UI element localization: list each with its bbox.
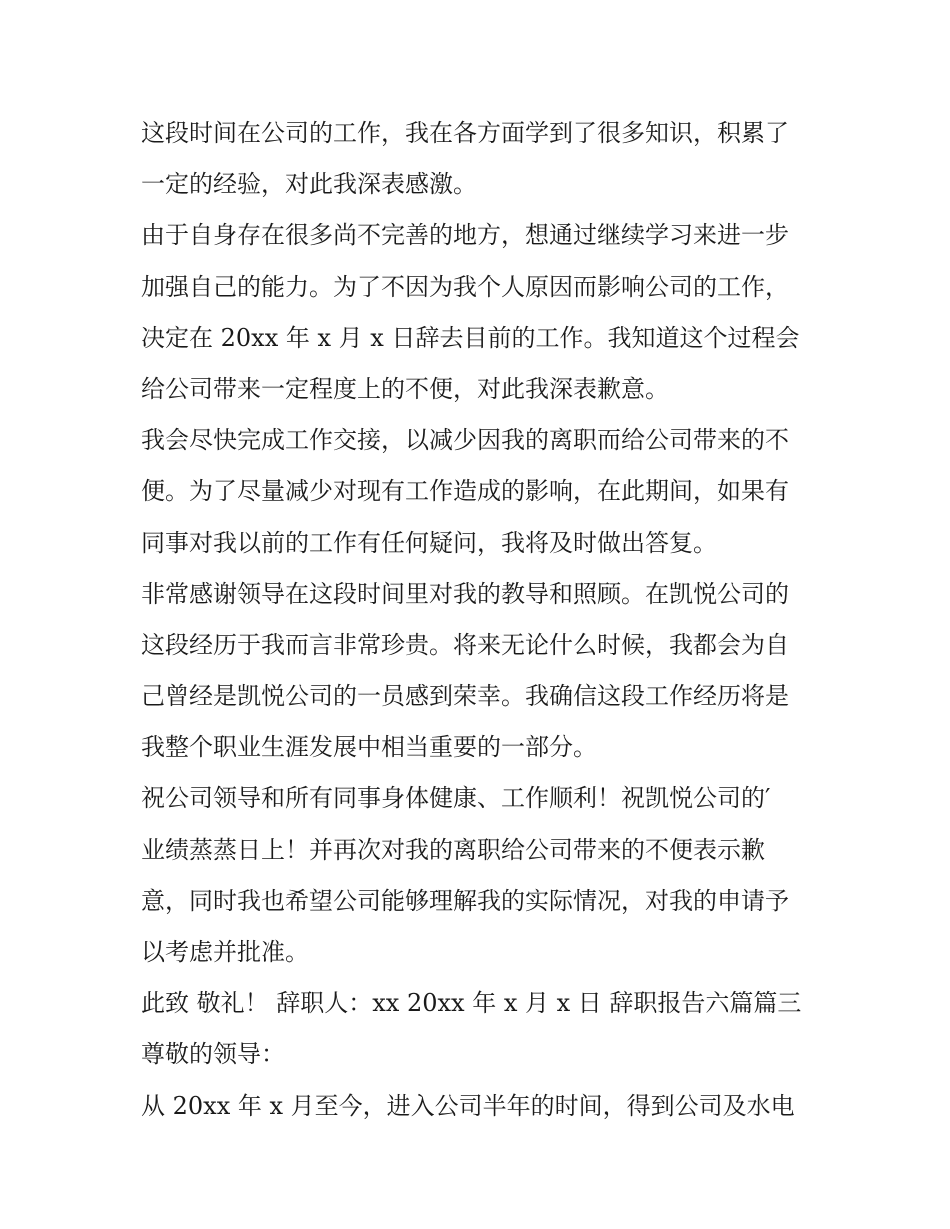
text-line: 决定在 20xx 年 x 月 x 日辞去目前的工作。我知道这个过程会 (141, 323, 800, 352)
text-line: 我会尽快完成工作交接，以减少因我的离职而给公司带来的不 (141, 426, 789, 455)
text-line: 祝公司领导和所有同事身体健康、工作顺利！祝凯悦公司的′ (141, 784, 771, 813)
text-line: 尊敬的领导： (141, 1040, 285, 1069)
text-line: 我整个职业生涯发展中相当重要的一部分。 (141, 733, 597, 762)
text-line: 己曾经是凯悦公司的一员感到荣幸。我确信这段工作经历将是 (141, 682, 789, 711)
text-line: 同事对我以前的工作有任何疑问，我将及时做出答复。 (141, 528, 717, 557)
document-body (141, 108, 821, 1132)
text-line: 加强自己的能力。为了不因为我个人原因而影响公司的工作， (141, 272, 789, 301)
text-line: 从 20xx 年 x 月至今，进入公司半年的时间，得到公司及水电 (141, 1091, 795, 1120)
text-line: 便。为了尽量减少对现有工作造成的影响，在此期间，如果有 (141, 477, 789, 506)
text-line: 这段时间在公司的工作，我在各方面学到了很多知识，积累了 (141, 119, 789, 147)
text-line: 以考虑并批准。 (141, 938, 309, 966)
text-line: 意，同时我也希望公司能够理解我的实际情况，对我的申请予 (141, 886, 789, 915)
text-line: 由于自身存在很多尚不完善的地方，想通过继续学习来进一步 (141, 221, 789, 250)
text-line: 此致 敬礼！ 辞职人：xx 20xx 年 x 月 x 日 辞职报告六篇篇三 (141, 989, 802, 1018)
text-line: 一定的经验，对此我深表感激。 (141, 170, 477, 199)
text-line: 这段经历于我而言非常珍贵。将来无论什么时候，我都会为自 (141, 630, 789, 659)
text-line: 业绩蒸蒸日上！并再次对我的离职给公司带来的不便表示歉 (141, 835, 765, 864)
text-line: 非常感谢领导在这段时间里对我的教导和照顾。在凯悦公司的 (141, 579, 789, 608)
text-line: 给公司带来一定程度上的不便，对此我深表歉意。 (141, 374, 669, 403)
